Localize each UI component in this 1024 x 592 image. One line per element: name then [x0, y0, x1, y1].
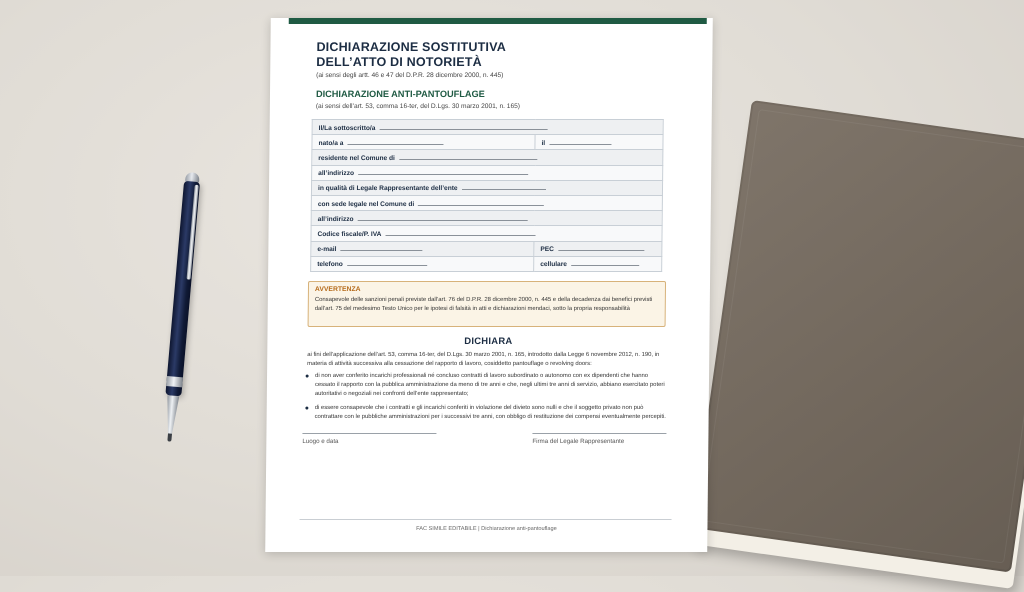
- input-line[interactable]: [358, 168, 528, 175]
- form-row: [311, 180, 662, 195]
- field-indirizzo-sede[interactable]: all’indirizzo: [311, 211, 662, 226]
- input-line[interactable]: [347, 138, 443, 145]
- field-indirizzo[interactable]: all’indirizzo: [312, 165, 663, 180]
- list-item: ● di essere consapevole che i contratti e gli incarichi conferiti in violazione del divieto sono nulli e che il soggetto privato non può contrattare con le pubbliche amministrazioni per i successivi tre anni, con obbligo di restituzione dei compensi eventualmente percepiti.: [304, 405, 666, 420]
- input-line[interactable]: [379, 123, 547, 130]
- input-line[interactable]: [340, 244, 422, 251]
- pen-ring: [166, 376, 183, 387]
- input-line[interactable]: [385, 229, 535, 236]
- input-line[interactable]: [358, 214, 528, 221]
- field-sede[interactable]: con sede legale nel Comune di: [311, 195, 662, 210]
- input-line[interactable]: [399, 153, 537, 160]
- input-line[interactable]: [462, 183, 546, 190]
- form-row: [311, 241, 662, 256]
- field-residente[interactable]: residente nel Comune di: [312, 150, 663, 165]
- signature-label: Firma del Legale Rappresentante: [532, 438, 625, 445]
- bullet-icon: ●: [305, 373, 310, 380]
- notebook: [689, 100, 1024, 592]
- form-sheet: [265, 18, 713, 552]
- section-title: DICHIARAZIONE ANTI-PANTOUFLAGE: [315, 89, 485, 99]
- field-email[interactable]: e-mail: [311, 241, 534, 256]
- form-row: [311, 195, 662, 210]
- warning-box: [308, 281, 666, 327]
- title-line-1: DICHIARAZIONE SOSTITUTIVA: [316, 40, 507, 54]
- form-row: [312, 150, 663, 165]
- signature-line[interactable]: [532, 433, 666, 434]
- form-row: [311, 211, 662, 226]
- ballpoint-pen: [158, 172, 204, 445]
- field-pec[interactable]: PEC: [534, 241, 662, 256]
- form-row: [312, 165, 663, 180]
- field-codice-fiscale[interactable]: Codice fiscale/P. IVA: [311, 226, 662, 241]
- input-line[interactable]: [347, 259, 427, 266]
- bullet-icon: ●: [304, 405, 309, 412]
- document-title: [316, 40, 506, 70]
- document-subtitle: (ai sensi degli artt. 46 e 47 del D.P.R. 28 dicembre 2000, n. 445): [316, 72, 504, 79]
- field-sottoscritto[interactable]: Il/La sottoscritto/a: [312, 120, 663, 135]
- input-line[interactable]: [549, 138, 611, 145]
- field-il[interactable]: il: [535, 135, 663, 150]
- form-row: [312, 135, 663, 150]
- header-accent-bar: [289, 18, 707, 24]
- input-line[interactable]: [558, 244, 644, 251]
- warning-title: AVVERTENZA: [314, 286, 361, 293]
- declaration-intro: ai fini dell’applicazione dell’art. 53, comma 16-ter, del D.Lgs. 30 marzo 2001, n. 165, introdotto dalla Legge 6 novembre 2012, n. 190, in materia di attività successiva alla cessazione del rapporto di lavoro, cosiddetto pantouflage o revolving doors:: [307, 352, 660, 367]
- pen-nib: [167, 433, 172, 441]
- field-nato[interactable]: nato/a a: [312, 135, 535, 150]
- list-item: ● di non aver conferito incarichi professionali né concluso contratti di lavoro subordinato o autonomo con ex dipendenti che hanno cessato il rapporto con la pubblica amministrazione da meno di tre anni e che, negli ultimi tre anni di servizio, abbiano esercitato poteri autoritativi o negoziali nei confronti dell’ente rappresentato;: [305, 373, 665, 397]
- pen-tip: [164, 395, 179, 436]
- field-telefono[interactable]: telefono: [311, 256, 534, 271]
- input-line[interactable]: [418, 199, 544, 206]
- notebook-cover: [692, 100, 1024, 573]
- declaration-list: [305, 372, 670, 427]
- field-cellulare[interactable]: cellulare: [534, 256, 662, 271]
- form-row: [311, 226, 662, 241]
- field-qualita[interactable]: in qualità di Legale Rappresentante dell’ente: [311, 180, 662, 195]
- declarant-form: [310, 119, 664, 272]
- page-footer: FAC SIMILE EDITABILE | Dichiarazione anti-pantouflage: [416, 526, 557, 532]
- place-date-line[interactable]: [302, 433, 436, 434]
- footer-divider: [300, 519, 672, 520]
- dichiara-heading: DICHIARA: [464, 335, 513, 346]
- section-subtitle: (ai sensi dell’art. 53, comma 16-ter, del D.Lgs. 30 marzo 2001, n. 165): [315, 103, 521, 110]
- form-row: [312, 120, 663, 135]
- input-line[interactable]: [571, 259, 639, 266]
- form-row: [311, 256, 662, 271]
- warning-body: Consapevole delle sanzioni penali previste dall’art. 76 del D.P.R. 28 dicembre 2000, n. 445 e della decadenza dai benefici previsti dall’art. 75 del medesimo Testo Unico per le ipotesi di falsità in atti e dichiarazioni mendaci, sotto la propria responsabilità: [314, 297, 653, 312]
- title-line-2: DELL’ATTO DI NOTORIETÀ: [316, 55, 482, 69]
- place-date-label: Luogo e data: [302, 438, 339, 445]
